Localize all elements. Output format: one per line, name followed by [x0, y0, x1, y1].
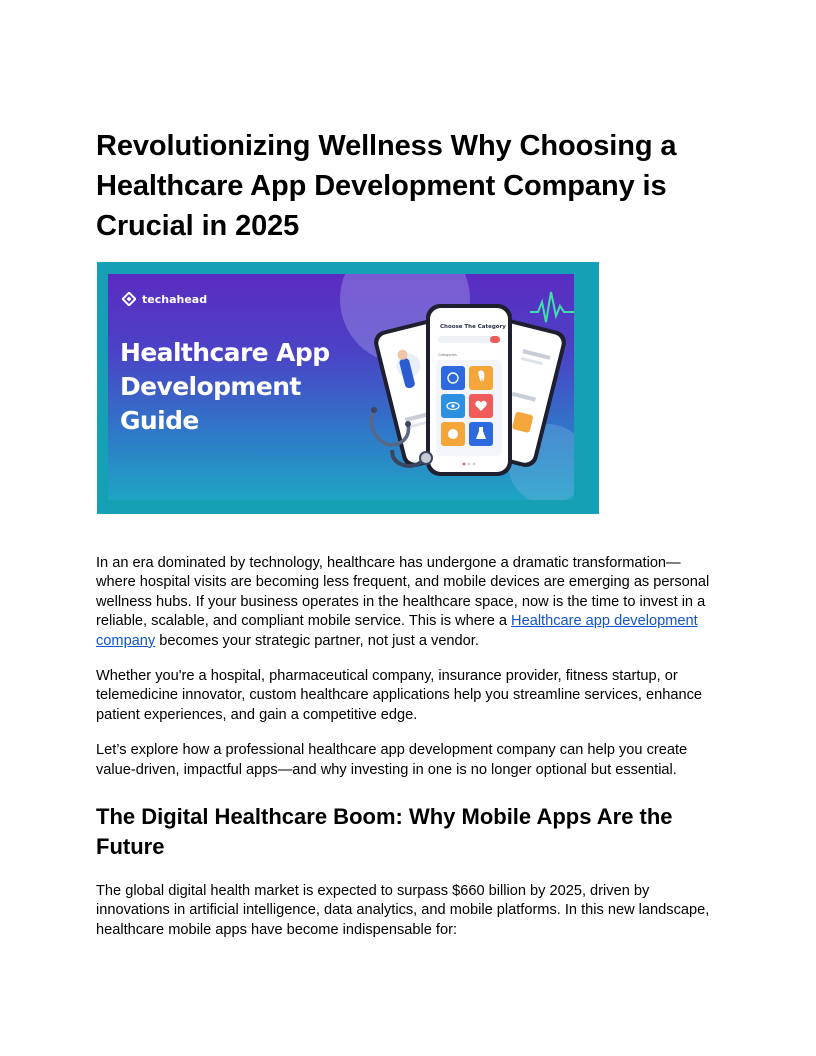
paragraph: Whether you're a hospital, pharmaceutical company, insurance provider, fitness startup, or telemedicine innovator, custom healthcare applications help you streamline services, enhance patient experiences, and gain a competitive edge.	[96, 668, 702, 723]
document-page	[96, 126, 720, 956]
article-body	[96, 554, 720, 940]
section-heading: The Digital Healthcare Boom: Why Mobile Apps Are the Future	[96, 804, 673, 860]
hero-heading-line: Development	[120, 372, 301, 401]
stethoscope-icon	[441, 366, 465, 390]
paragraph: Let’s explore how a professional healthcare app development company can help you create value-driven, impactful apps—and why investing in one is no longer optional but essential.	[96, 742, 688, 778]
brand-logo	[122, 292, 207, 306]
hero-heading-line: Healthcare App	[120, 338, 330, 367]
hero-banner	[108, 274, 574, 500]
paragraph-text: becomes your strategic partner, not just a vendor.	[155, 632, 479, 649]
healthcare-app-link[interactable]: Healthcare app development company	[96, 613, 698, 649]
hero-image	[97, 262, 599, 514]
phone-title: Choose The Category	[440, 324, 506, 330]
page-title: Revolutionizing Wellness Why Choosing a Healthcare App Development Company is Crucial in 2025	[96, 130, 677, 242]
hero-heading	[120, 336, 329, 438]
stethoscope-illustration-icon	[364, 404, 434, 474]
paragraph: The global digital health market is expected to surpass $660 billion by 2025, driven by innovations in artificial intelligence, data analytics, and mobile platforms. In this new landscape, healthcare mobile apps have become indispensable for:	[96, 883, 710, 938]
techahead-logo-icon	[122, 292, 136, 306]
phone-section: Categories	[438, 353, 457, 357]
brand-name: techahead	[142, 292, 208, 306]
paragraph-text: In an era dominated by technology, healthcare has undergone a dramatic transformation—where hospital visits are becoming less frequent, and mobile devices are emerging as personal wellness hubs. If your business operates in the healthcare space, now is the time to invest in a reliable, scalable, and compliant mobile service. This is where a	[96, 555, 710, 630]
hero-heading-line: Guide	[120, 406, 199, 435]
paragraph	[96, 554, 720, 651]
